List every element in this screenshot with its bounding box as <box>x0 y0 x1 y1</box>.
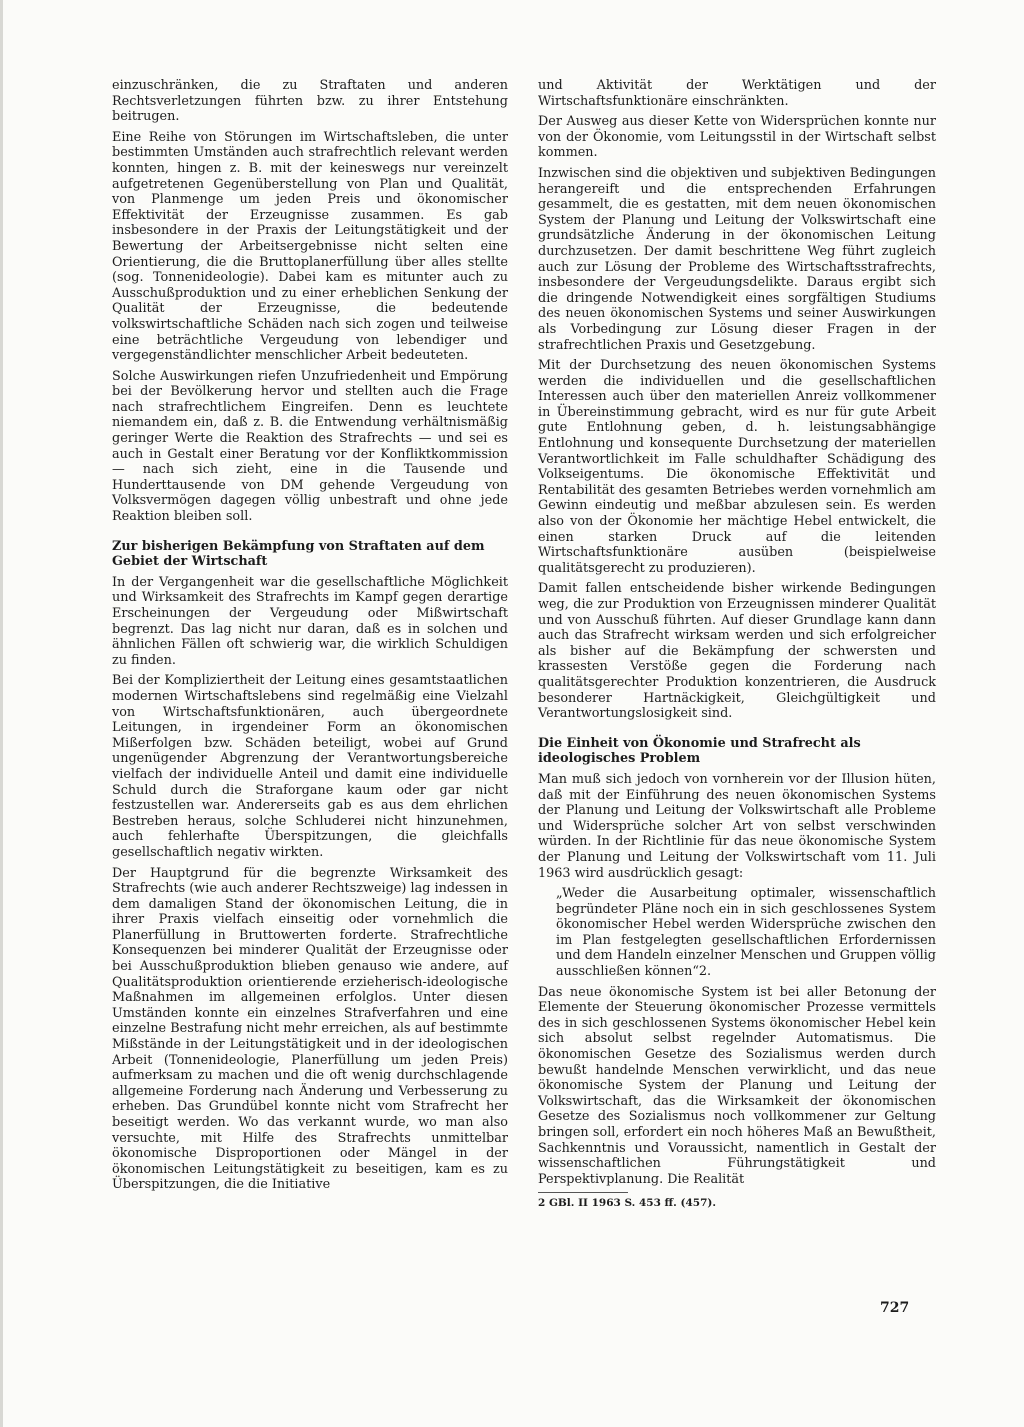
paragraph: Mit der Durchsetzung des neuen ökonomischen Systems werden die individuellen und die gesellschaftlichen Interessen auch über den materiellen Anreiz vollkommener in Übereinstimmung gebracht, wird es nur für gute Arbeit gute Entlohnung geben, d. h. leistungsabhängige Entlohnung und konsequente Durchsetzung der materiellen Verantwortlichkeit im Falle schuldhafter Schädigung des Volkseigentums. Die ökonomische Effektivität und Rentabilität des gesamten Betriebes werden vornehmlich am Gewinn eindeutig und meßbar abzulesen sein. Es werden also von der Ökonomie her mächtige Hebel entwickelt, die einen starken Druck auf die leitenden Wirtschaftsfunktionäre ausüben (beispielweise qualitätsgerecht zu produzieren). <box>538 358 936 576</box>
block-quote: „Weder die Ausarbeitung optimaler, wissenschaftlich begründeter Pläne noch ein in sich geschlossenes System ökonomischer Hebel werden Widersprüche zwischen den im Plan festgelegten gesellschaftlichen Erfordernissen und dem Handeln einzelner Menschen und Gruppen völlig ausschließen können“2. <box>556 886 936 980</box>
footnote-divider <box>538 1192 628 1193</box>
paragraph: Bei der Kompliziertheit der Leitung eines gesamtstaatlichen modernen Wirtschaftslebens sind regelmäßig eine Vielzahl von Wirtschaftsfunktionären, auch übergeordnete Leitungen, in irgendeiner Form an ökonomischen Mißerfolgen bzw. Schäden beteiligt, wobei auf Grund ungenügender Abgrenzung der Verantwortungsbereiche vielfach der individuelle Anteil und damit eine individuelle Schuld durch die Straforgane kaum oder gar nicht festzustellen war. Andererseits gab es aus dem ehrlichen Bestreben heraus, solche Schluderei nicht hinzunehmen, auch fehlerhafte Überspitzungen, die gleichfalls gesellschaftlich negativ wirkten. <box>112 673 508 860</box>
footnote: 2 GBl. II 1963 S. 453 ff. (457). <box>538 1197 716 1210</box>
paragraph: Inzwischen sind die objektiven und subjektiven Bedingungen herangereift und die entsprechenden Erfahrungen gesammelt, die es gestatten, mit dem neuen ökonomischen System der Planung und Leitung der Volkswirtschaft eine grundsätzliche Änderung in der ökonomischen Leitung durchzusetzen. Der damit beschrittene Weg führt zugleich auch zur Lösung der Probleme des Wirtschaftsstrafrechts, insbesondere der Vergeudungsdelikte. Daraus ergibt sich die dringende Notwendigkeit eines sorgfältigen Studiums des neuen ökonomischen Systems und seiner Auswirkungen als Vorbedingung zur Lösung dieser Fragen in der strafrechtlichen Praxis und Gesetzgebung. <box>538 165 936 353</box>
paragraph: einzuschränken, die zu Straftaten und anderen Rechtsverletzungen führten bzw. zu ihrer Entstehung beitrugen. <box>112 78 508 125</box>
left-column <box>112 78 508 1198</box>
paragraph: Eine Reihe von Störungen im Wirtschaftsleben, die unter bestimmten Umständen auch strafrechtlich relevant werden konnten, hingen z. B. mit der keineswegs nur vereinzelt aufgetretenen Gegenüberstellung von Plan und Qualität, von Planmenge um jeden Preis und ökonomischer Effektivität der Erzeugnisse zusammen. Es gab insbesondere in der Praxis der Leitungstätigkeit und der Bewertung der Arbeitsergebnisse nicht selten eine Orientierung, die die Bruttoplanerfüllung über alles stellte (sog. Tonnenideologie). Dabei kam es mitunter auch zu Ausschußproduktion und zu einer erheblichen Senkung der Qualität der Erzeugnisse, die bedeutende volkswirtschaftliche Schäden nach sich zogen und teilweise eine beträchtliche Vergeudung von lebendiger und vergegenständlichter menschlicher Arbeit bedeuteten. <box>112 129 508 364</box>
section-heading: Die Einheit von Ökonomie und Strafrecht als ideologisches Problem <box>538 735 861 767</box>
paragraph: Das neue ökonomische System ist bei aller Betonung der Elemente der Steuerung ökonomischer Prozesse vermittels des in sich geschlossenen Systems ökonomischer Hebel kein sich absolut selbst regelnder Automatismus. Die ökonomischen Gesetze des Sozialismus werden durch bewußt handelnde Menschen verwirklicht, und das neue ökonomische System der Planung und Leitung der Volkswirtschaft, das die Wirksamkeit der ökonomischen Gesetze des Sozialismus noch vollkommener zur Geltung bringen soll, erfordert ein noch höheres Maß an Bewußtheit, Sachkenntnis und Voraussicht, namentlich in Gestalt der wissenschaftlichen Führungstätigkeit und Perspektivplanung. Die Realität <box>538 984 936 1187</box>
paragraph: Der Ausweg aus dieser Kette von Widersprüchen konnte nur von der Ökonomie, vom Leitungsstil in der Wirtschaft selbst kommen. <box>538 114 936 161</box>
paragraph: In der Vergangenheit war die gesellschaftliche Möglichkeit und Wirksamkeit des Strafrechts im Kampf gegen derartige Erscheinungen der Vergeudung oder Mißwirtschaft begrenzt. Das lag nicht nur daran, daß es in solchen und ähnlichen Fällen oft schwierig war, die wirklich Schuldigen zu finden. <box>112 574 508 668</box>
paragraph: Damit fallen entscheidende bisher wirkende Bedingungen weg, die zur Produktion von Erzeugnissen minderer Qualität und von Ausschuß führten. Auf dieser Grundlage kann dann auch das Strafrecht wirksam werden und sich erfolgreicher als bisher auf die Bekämpfung der schwersten und krassesten Verstöße gegen die Forderung nach qualitätsgerechter Produktion konzentrieren, die Ausdruck besonderer Hartnäckigkeit, Gleichgültigkeit und Verantwortungslosigkeit sind. <box>538 581 936 722</box>
paragraph: Der Hauptgrund für die begrenzte Wirksamkeit des Strafrechts (wie auch anderer Rechtszweige) lag indessen in dem damaligen Stand der ökonomischen Leitung, die in ihrer Praxis vielfach einseitig oder vornehmlich die Planerfüllung in Bruttowerten forderte. Strafrechtliche Konsequenzen bei minderer Qualität der Erzeugnisse oder bei Ausschußproduktion blieben genauso wie andere, auf Qualitätsproduktion orientierende erzieherisch-ideologische Maßnahmen im allgemeinen erfolglos. Unter diesen Umständen konnte ein einzelnes Strafverfahren und eine einzelne Bestrafung nicht mehr erreichen, als auf bestimmte Mißstände in der Leitungstätigkeit und in der ideologischen Arbeit (Tonnenideologie, Planerfüllung um jeden Preis) aufmerksam zu machen und die oft wenig durchschlagende allgemeine Forderung nach Änderung und Verbesserung zu erheben. Das Grundübel konnte nicht vom Strafrecht her beseitigt werden. Wo das verkannt wurde, wo man also versuchte, mit Hilfe des Strafrechts unmittelbar ökonomische Disproportionen oder Mängel in der ökonomischen Leitungstätigkeit zu beseitigen, kam es zu Überspitzungen, die die Initiative <box>112 865 508 1193</box>
paragraph: und Aktivität der Werktätigen und der Wirtschaftsfunktionäre einschränkten. <box>538 78 936 109</box>
scan-edge-mark <box>0 0 3 1427</box>
right-column <box>538 78 936 1210</box>
page-number: 727 <box>880 1300 910 1316</box>
section-heading: Zur bisherigen Bekämpfung von Straftaten auf dem Gebiet der Wirtschaft <box>112 538 485 570</box>
paragraph: Man muß sich jedoch von vornherein vor der Illusion hüten, daß mit der Einführung des neuen ökonomischen Systems der Planung und Leitung der Volkswirtschaft alle Probleme und Widersprüche solcher Art von selbst verschwinden würden. In der Richtlinie für das neue ökonomische System der Planung und Leitung der Volkswirtschaft vom 11. Juli 1963 wird ausdrücklich gesagt: <box>538 771 936 881</box>
paragraph: Solche Auswirkungen riefen Unzufriedenheit und Empörung bei der Bevölkerung hervor und stellten auch die Frage nach strafrechtlichem Eingreifen. Denn es leuchtete niemandem ein, daß z. B. die Entwendung verhältnismäßig geringer Werte die Reaktion des Strafrechts — und sei es auch in Gestalt einer Beratung vor der Konfliktkommission — nach sich zieht, eine in die Tausende und Hunderttausende von DM gehende Vergeudung von Volksvermögen dagegen völlig unbestraft und ohne jede Reaktion bleiben soll. <box>112 368 508 525</box>
